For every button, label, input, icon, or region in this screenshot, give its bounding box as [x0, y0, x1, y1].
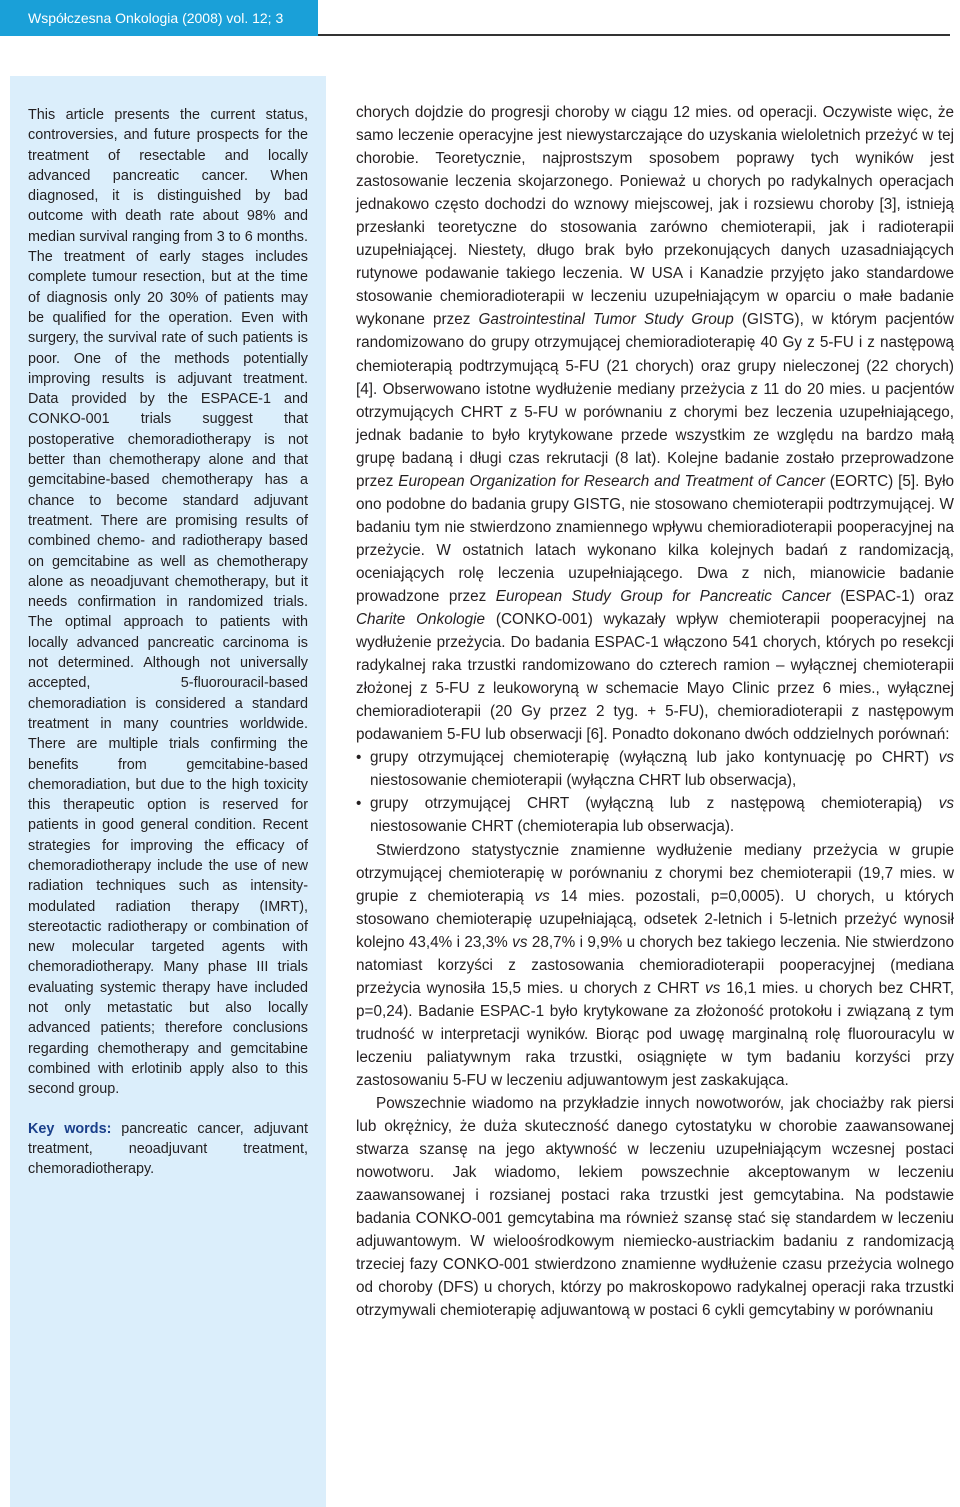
comparison-list — [356, 746, 954, 838]
body-paragraph-3: Powszechnie wiadomo na przykładzie innych nowotworów, jak chociażby rak piersi lub okrężnicy, że duża skuteczność danego cytostatyku w chorobie zaawansowanej stwarza szansę na jego aktywność w leczeniu uzupełniającym wczesnej postaci nowotworu. Jak wiadomo, lekiem powszechnie akceptowanym w leczeniu zaawansowanej i rozsianej postaci raka trzustki jest gemcytabina. Na podstawie badania CONKO-001 gemcytabina ma również szansę stać się standardem w leczeniu adjuwantowym. W wieloośrodkowym niemiecko-austriackim badaniu z randomizacją trzeciej fazy CONKO-001 stwierdzono znamienne wydłużenie czasu przeżycia wolnego od choroby (DFS) u chorych, którzy po makroskopowo radykalnej operacji raka trzustki otrzymywali chemioterapię adjuwantową w postaci 6 cykli gemcytabiny w porównaniu — [356, 1095, 954, 1320]
abstract-panel — [10, 76, 326, 1507]
keywords-label: Key words: — [28, 1120, 112, 1137]
article-body — [356, 101, 954, 1322]
list-item — [356, 746, 954, 792]
p2-vs-1: vs — [534, 887, 550, 905]
keywords — [28, 1119, 308, 1180]
p2-vs-2: vs — [512, 933, 528, 951]
p1-text-d: (ESPAC-1) oraz — [830, 587, 954, 605]
b2-text-b: niestosowanie CHRT (chemioterapia lub obserwacja). — [370, 818, 735, 836]
p2-text-d: 16,1 mies. u chorych bez CHRT, p=0,24). Badanie ESPAC-1 było krytykowane za złożoność protokołu i związaną z tym trudność w interpretacji wyników. Biorąc pod uwagę marginalną rolę fluorouracylu w leczeniu paliatywnym raka trzustki, osiągnięte w tym badaniu korzyści przy zastosowaniu 5-FU w leczeniu adjuwantowym jest zaskakująca. — [356, 979, 954, 1089]
p2-vs-3: vs — [705, 979, 721, 997]
keywords-text: pancreatic cancer, adjuvant treatment, neoadjuvant treatment, chemoradiotherapy. — [28, 1120, 308, 1178]
b1-text-b: niestosowanie chemioterapii (wyłączna CHRT lub obserwacja), — [370, 772, 797, 790]
p1-charite: Charite Onkologie — [356, 611, 486, 629]
journal-header — [0, 0, 318, 62]
p2-text-b: 14 mies. pozostali, p=0,0005). U chorych, u których stosowano chemioterapię uzupełniającą, odsetek 2-letnich i 5-letnich przeżyć wynosił kolejno 43,4% i 23,3% — [356, 887, 954, 951]
p2-text-a: Stwierdzono statystycznie znamienne wydłużenie mediany przeżycia w grupie otrzymującej chemioterapię w porównaniu z chorymi bez chemioterapii (19,7 mies. w grupie z chemioterapią — [356, 841, 954, 905]
p1-text-e: (CONKO-001) wykazały wpływ chemioterapii pooperacyjnej na wydłużenie przeżycia. Do badania ESPAC-1 włączono 541 chorych, których po resekcji radykalnej raka trzustki randomizowano do czterech ramion – wyłącznej chemioterapii złożonej z 5-FU z leukoworyną w schemacie Mayo Clinic przez 6 mies., wyłącznej chemioradioterapii (20 Gy przez 2 tyg. + 5-FU), chemioradioterapii z następowym podawaniem 5-FU lub obserwacji [6]. Ponadto dokonano dwóch oddzielnych porównań: — [356, 611, 954, 744]
b1-vs: vs — [938, 749, 954, 767]
p1-text-b: (GISTG), w którym pacjentów randomizowano do grupy otrzymującej chemioradioterapię 40 Gy z 5-FU i z następową chemioterapią podtrzymującą 5-FU (21 chorych) oraz grupy nieleczonej (22 chorych) [4]. Obserwowano istotne wydłużenie mediany przeżycia z 11 do 20 mies. u pacjentów otrzymujących CHRT z 5-FU w porównaniu z chorymi bez leczenia uzupełniającego, jednak badanie to było krytykowane przede wszystkim ze względu na bardzo małą grupę badaną i długi czas rekrutacji (8 lat). Kolejne badanie zostało przeprowadzone przez — [356, 311, 954, 490]
journal-citation: Współczesna Onkologia (2008) vol. 12; 3 (121–127) — [28, 10, 284, 62]
b2-text-a: grupy otrzymującej CHRT (wyłączną lub z następową chemioterapią) — [370, 795, 939, 813]
p1-espac: European Study Group for Pancreatic Cancer — [495, 587, 831, 605]
b1-text-a: grupy otrzymującej chemioterapię (wyłączną lub jako kontynuację po CHRT) — [370, 749, 939, 767]
abstract-text: This article presents the current status, controversies, and future prospects for the treatment of resectable and locally advanced pancreatic cancer. When diagnosed, it is distinguished by bad outcome with death rate about 98% and median survival ranging from 3 to 6 months. The treatment of early stages includes complete tumour resection, but at the time of diagnosis only 20 30% of patients may be qualified for the operation. Even with surgery, the survival rate of such patients is poor. One of the methods potentially improving results is adjuvant treatment. Data provided by the ESPACE-1 and CONKO-001 trials suggest that postoperative chemoradiotherapy is not better than chemotherapy alone and that gemcitabine-based chemotherapy has a chance to become standard adjuvant treatment. There are promising results of combined chemo- and radiotherapy based on gemcitabine as well as chemotherapy alone as neoadjuvant chemotherapy, but it needs confirmation in randomized trials. The optimal approach to patients with locally advanced pancreatic carcinoma is not determined. Although not universally accepted, 5-fluorouracil-based chemoradiation is considered a standard treatment in many countries worldwide. There are multiple trials confirming the benefits from gemcitabine-based chemoradiation, but due to the high toxicity this therapeutic option is reserved for patients in good general condition. Recent strategies for improving the efficacy of chemoradiotherapy include the use of new radiation techniques such as intensity-modulated radiation therapy (IMRT), stereotactic radiotherapy or combination of new molecular targeted agents with chemoradiotherapy. Many phase III trials evaluating systemic therapy have included not only metastatic but also locally advanced patients; therefore conclusions regarding chemotherapy and gemcitabine combined with erlotinib apply also to this second group. — [28, 107, 308, 1098]
p1-text-c: (EORTC) [5]. Było ono podobne do badania grupy GISTG, nie stosowano chemioterapii podtrzymującej. W badaniu tym nie stwierdzono znamiennego wpływu chemioradioterapii pooperacyjnej na przeżycie. W ostatnich latach wykonano kilka kolejnych badań z randomizacją, oceniających rolę leczenia uzupełniającego. Dwa z nich, mianowicie badanie prowadzone przez — [356, 472, 955, 605]
p1-gistg: Gastrointestinal Tumor Study Group — [478, 311, 734, 329]
p2-text-c: 28,7% i 9,9% u chorych bez takiego leczenia. Nie stwierdzono natomiast korzyści z zastosowania chemioradioterapii pooperacyjnej (mediana przeżycia wynosiła 15,5 mies. u chorych z CHRT — [356, 933, 954, 997]
body-paragraph-2 — [356, 839, 954, 1093]
header-divider — [318, 34, 950, 36]
p1-text-a: chorych dojdzie do progresji choroby w ciągu 12 mies. od operacji. Oczywiste więc, że samo leczenie operacyjne jest niewystarczające do uzyskania wieloletnich przeżyć w tej chorobie. Teoretycznie, najprostszym sposobem poprawy tych wyników jest zastosowanie leczenia skojarzonego. Ponieważ u chorych po radykalnych operacjach jednakowo często dochodzi do wznowy miejscowej, jak i rozsiewu choroby [3], istnieją przesłanki teoretyczne do stosowania zarówno chemioterapii, jak i radioterapii uzupełniającej. Niestety, długo brak było przekonujących danych uzasadniających rutynowe podawanie takiego leczenia. W USA i Kanadzie przyjęto jako standardowe stosowanie chemioradioterapii w leczeniu uzupełniającym w oparciu o małe badanie wykonane przez — [356, 104, 954, 329]
body-paragraph-1 — [356, 101, 954, 746]
b2-vs: vs — [938, 795, 954, 813]
list-item — [356, 792, 954, 838]
p1-eortc: European Organization for Research and Treatment of Cancer — [398, 472, 825, 490]
